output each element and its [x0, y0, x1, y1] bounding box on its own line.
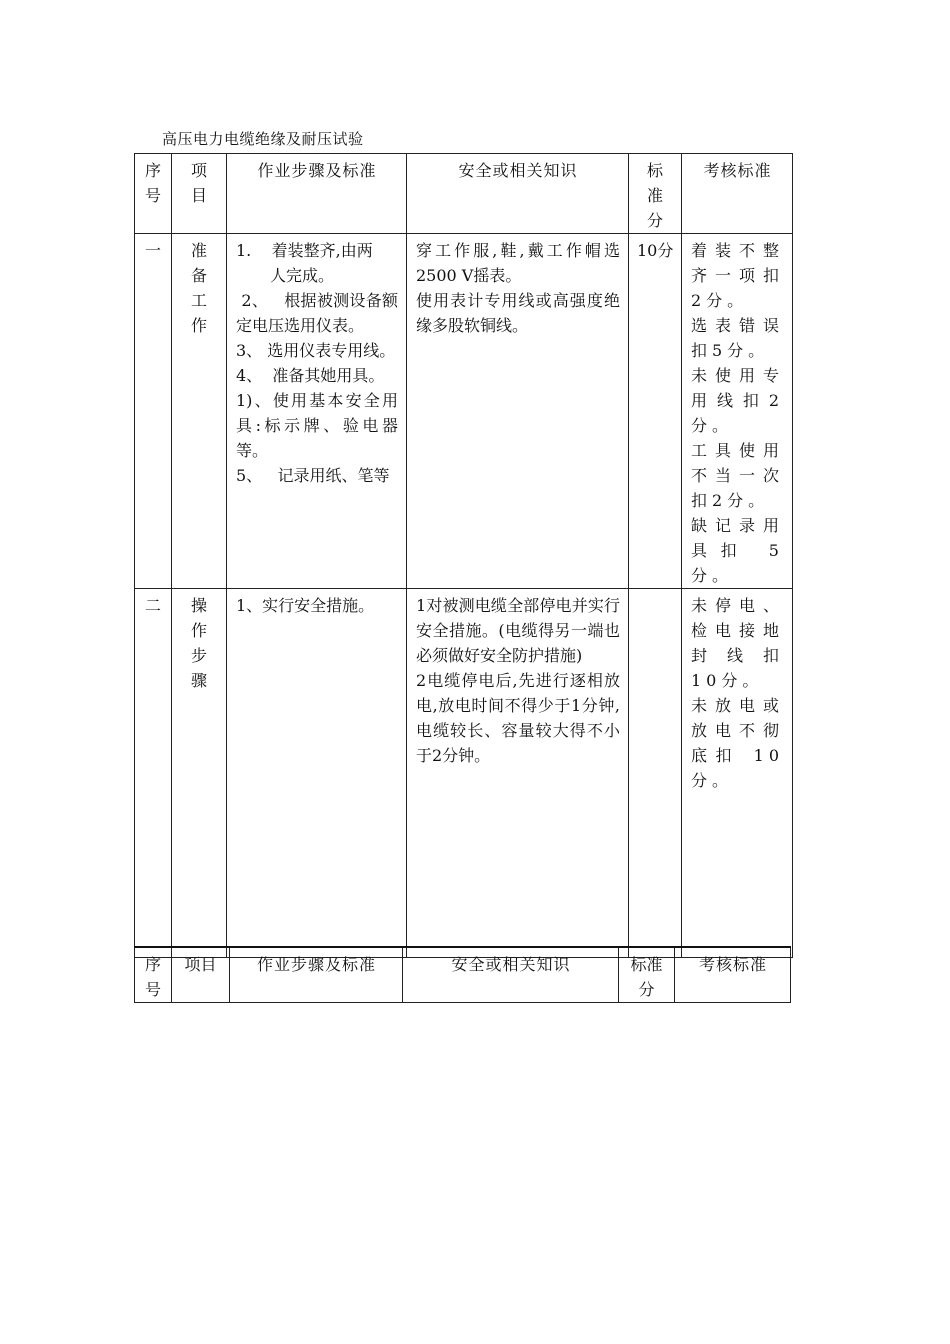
header-steps: 作业步骤及标准: [227, 154, 407, 234]
table-row: [135, 589, 793, 958]
row1-seq: 一: [135, 234, 172, 589]
table-row: [135, 234, 793, 589]
header-safety: 安全或相关知识: [407, 154, 629, 234]
table-header-row: [135, 154, 793, 234]
footer-header-seq: 序 号: [135, 947, 172, 1003]
document-title: 高压电力电缆绝缘及耐压试验: [162, 130, 364, 148]
row1-criteria: 着装不整齐一项扣2分。 选表错误扣5分。 未使用专用线扣2分。 工具使用不当一次扣2分。 缺记录用具扣 5 分。: [682, 234, 793, 589]
footer-header-safety: 安全或相关知识: [403, 947, 619, 1003]
row2-seq: 二: [135, 589, 172, 958]
header-score: 标 准 分: [629, 154, 682, 234]
row2-steps: 1、实行安全措施。: [227, 589, 407, 958]
row2-score: [629, 589, 682, 958]
footer-header-criteria: 考核标准: [675, 947, 791, 1003]
header-item: 项 目: [172, 154, 227, 234]
row1-steps: 1. 着装整齐,由两 人完成。 2、 根据被测设备额定电压选用仪表。 3、 选用仪表专用线。 4、 准备其她用具。 1)、使用基本安全用具:标示牌、验电器等。 5、 记录用纸、笔等: [227, 234, 407, 589]
row1-safety: 穿工作服,鞋,戴工作帽选2500 V摇表。 使用表计专用线或高强度绝缘多股软铜线。: [407, 234, 629, 589]
row2-item: 操 作 步 骤: [172, 589, 227, 958]
footer-header-score: 标准 分: [619, 947, 675, 1003]
assessment-table: [134, 153, 793, 958]
row1-score: 10分: [629, 234, 682, 589]
footer-header-item: 项目: [172, 947, 230, 1003]
header-criteria: 考核标准: [682, 154, 793, 234]
table-header-row: [135, 947, 791, 1003]
footer-header-steps: 作业步骤及标准: [230, 947, 403, 1003]
row2-safety: 1对被测电缆全部停电并实行安全措施。(电缆得另一端也必须做好安全防护措施) 2电缆停电后,先进行逐相放电,放电时间不得少于1分钟,电缆较长、容量较大得不小于2分钟。: [407, 589, 629, 958]
header-seq: 序 号: [135, 154, 172, 234]
continuation-header-table: [134, 946, 791, 1003]
row2-criteria: 未停电、检电接地封线扣10分。 未放电或放电不彻底扣 10分。: [682, 589, 793, 958]
row1-item: 准 备 工 作: [172, 234, 227, 589]
